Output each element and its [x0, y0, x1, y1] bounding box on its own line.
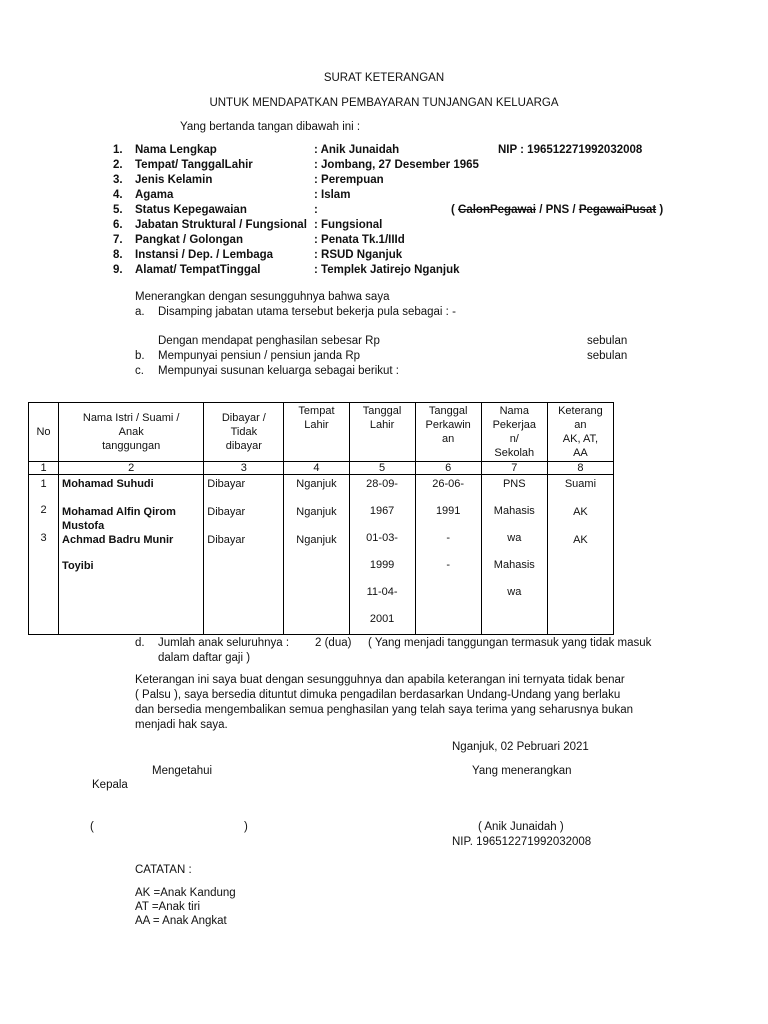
- catatan-item: AA = Anak Angkat: [135, 915, 227, 927]
- keterangan-value: AK: [573, 506, 588, 518]
- keterangan-cell: [547, 475, 613, 635]
- item-d-label: Jumlah anak seluruhnya :: [158, 637, 290, 649]
- item-b-text: Mempunyai pensiun / pensiun janda Rp: [158, 350, 361, 362]
- header-line: AA: [573, 447, 588, 459]
- column-number: 2: [59, 462, 204, 475]
- header-line: Anak: [118, 426, 144, 438]
- tanggal-perkawinan-value: -: [446, 532, 451, 544]
- header-pekerjaan: [481, 403, 547, 462]
- header-line: dibayar: [225, 440, 262, 452]
- penghasilan-text: Dengan mendapat penghasilan sebesar Rp: [158, 335, 380, 347]
- header-no: No: [29, 403, 59, 462]
- field-value: : Anik Junaidah: [314, 144, 400, 156]
- item-b-letter: b.: [135, 350, 145, 362]
- tanggal-lahir-value: 2001: [369, 613, 395, 625]
- field-number: 9.: [113, 264, 123, 276]
- field-value: :: [314, 204, 318, 216]
- family-table: [28, 402, 614, 635]
- tempat-value: Nganjuk: [296, 534, 337, 546]
- field-value: : Templek Jatirejo Nganjuk: [314, 264, 460, 276]
- name-value: Mustofa: [62, 520, 105, 532]
- status-close: ): [656, 204, 664, 216]
- item-c-text: Mempunyai susunan keluarga sebagai berikut :: [158, 365, 400, 377]
- header-line: n/: [509, 433, 519, 445]
- header-line: Tanggal: [362, 405, 402, 417]
- header-tempat-lahir: [284, 403, 349, 462]
- no-cell: [29, 475, 59, 635]
- status-open: (: [451, 204, 459, 216]
- field-value: : Fungsional: [314, 219, 383, 231]
- field-label: Pangkat / Golongan: [135, 234, 243, 246]
- document-subtitle: UNTUK MENDAPATKAN PEMBAYARAN TUNJANGAN KELUARGA: [209, 97, 559, 109]
- table-body-row: [29, 475, 614, 635]
- statement-line: dan bersedia mengembalikan semua penghasilan yang telah saya terima yang seharusnya bukan: [135, 704, 634, 716]
- field-label: Alamat/ TempatTinggal: [135, 264, 261, 276]
- status-pusat: PegawaiPusat: [578, 204, 657, 216]
- status-options: [451, 204, 663, 216]
- field-number: 4.: [113, 189, 123, 201]
- name-value: Mohamad Suhudi: [62, 478, 154, 490]
- header-line: Nama: [499, 405, 529, 417]
- pekerjaan-cell: [481, 475, 547, 635]
- catatan-item: AK =Anak Kandung: [135, 887, 236, 899]
- no-value: 1: [40, 478, 47, 490]
- header-tanggal-perkawinan: [415, 403, 481, 462]
- header-line: Tempat: [298, 405, 335, 417]
- no-value: 3: [40, 532, 47, 544]
- tanggal-perkawinan-value: -: [446, 559, 451, 571]
- name-value: Mohamad Alfin Qirom: [62, 506, 176, 518]
- field-value: : Islam: [314, 189, 351, 201]
- column-number-row: [29, 462, 614, 475]
- keterangan-value: Suami: [564, 478, 597, 490]
- sign-left-open: (: [90, 821, 94, 833]
- dibayar-value: Dibayar: [207, 506, 246, 518]
- header-line: Perkawin: [425, 419, 471, 431]
- tempat-value: Nganjuk: [296, 478, 337, 490]
- document-title: SURAT KETERANGAN: [323, 72, 445, 84]
- column-number: 5: [349, 462, 415, 475]
- tanggal-perkawinan-value: 26-06-: [432, 478, 465, 490]
- field-number: 8.: [113, 249, 123, 261]
- header-line: Nama Istri / Suami /: [82, 412, 180, 424]
- signer-name: ( Anik Junaidah ): [478, 821, 564, 833]
- field-label: Jenis Kelamin: [135, 174, 213, 186]
- field-label: Instansi / Dep. / Lembaga: [135, 249, 274, 261]
- header-keterangan: [547, 403, 613, 462]
- item-d-note: ( Yang menjadi tanggungan termasuk yang tidak masuk: [368, 637, 652, 649]
- item-d-letter: d.: [135, 637, 145, 649]
- tanggal-lahir-value: 1967: [369, 505, 395, 517]
- nip-inline: NIP : 196512271992032008: [498, 144, 643, 156]
- header-nama: [59, 403, 204, 462]
- header-line: Keterang: [558, 405, 603, 417]
- field-number: 6.: [113, 219, 123, 231]
- catatan-item: AT =Anak tiri: [135, 901, 201, 913]
- field-label: Agama: [135, 189, 174, 201]
- header-line: Tidak: [230, 426, 258, 438]
- signer-nip: NIP. 196512271992032008: [452, 836, 592, 848]
- field-number: 1.: [113, 144, 123, 156]
- field-number: 5.: [113, 204, 123, 216]
- keterangan-value: AK: [573, 534, 588, 546]
- table-header-row: [29, 403, 614, 462]
- pekerjaan-value: wa: [507, 586, 522, 598]
- item-a-text: Disamping jabatan utama tersebut bekerja pula sebagai : -: [158, 306, 456, 318]
- header-line: Lahir: [369, 419, 395, 431]
- header-line: Tanggal: [428, 405, 468, 417]
- header-line: Lahir: [304, 419, 329, 431]
- header-line: tanggungan: [102, 440, 161, 452]
- item-d-value: 2 (dua): [315, 637, 352, 649]
- field-label: Jabatan Struktural / Fungsional: [135, 219, 307, 231]
- tanggal-lahir-cell: [349, 475, 415, 635]
- header-tanggal-lahir: [349, 403, 415, 462]
- dibayar-value: Dibayar: [207, 534, 246, 546]
- field-label: Tempat/ TanggalLahir: [135, 159, 253, 171]
- intro-text: Yang bertanda tangan dibawah ini :: [180, 121, 361, 133]
- statement-line: Keterangan ini saya buat dengan sesungguhnya dan apabila keterangan ini ternyata tidak benar: [135, 674, 625, 686]
- name-value: Achmad Badru Munir: [62, 534, 174, 546]
- field-value: : Penata Tk.1/IIId: [314, 234, 405, 246]
- pekerjaan-value: wa: [507, 532, 522, 544]
- field-value: : Perempuan: [314, 174, 384, 186]
- header-line: an: [442, 433, 455, 445]
- tempat-cell: [284, 475, 349, 635]
- header-line: Dibayar /: [221, 412, 266, 424]
- statement-line: ( Palsu ), saya bersedia dituntut dimuka pengadilan berdasarkan Undang-Undang yang berlaku: [135, 689, 621, 701]
- column-number: 7: [481, 462, 547, 475]
- catatan-title: CATATAN :: [135, 864, 192, 876]
- kepala-label: Kepala: [92, 779, 128, 791]
- field-number: 2.: [113, 159, 123, 171]
- tanggal-lahir-value: 1999: [369, 559, 395, 571]
- field-label: Status Kepegawaian: [135, 204, 247, 216]
- header-line: AK, AT,: [562, 433, 599, 445]
- field-value: : Jombang, 27 Desember 1965: [314, 159, 479, 171]
- column-number: 4: [284, 462, 349, 475]
- tanggal-perkawinan-value: 1991: [435, 505, 461, 517]
- tanggal-lahir-value: 11-04-: [366, 586, 398, 598]
- pekerjaan-value: Mahasis: [493, 505, 535, 517]
- field-number: 3.: [113, 174, 123, 186]
- column-number: 6: [415, 462, 481, 475]
- pekerjaan-value: Mahasis: [493, 559, 535, 571]
- status-calon: CalonPegawai: [458, 204, 536, 216]
- statement-line: menjadi hak saya.: [135, 719, 228, 731]
- tanggal-perkawinan-cell: [415, 475, 481, 635]
- dibayar-cell: [204, 475, 284, 635]
- no-value: 2: [40, 504, 47, 516]
- names-cell: [59, 475, 204, 635]
- item-c-letter: c.: [135, 365, 144, 377]
- mengetahui-label: Mengetahui: [152, 765, 213, 777]
- name-value: Toyibi: [62, 560, 94, 572]
- field-label: Nama Lengkap: [135, 144, 217, 156]
- header-dibayar: [204, 403, 284, 462]
- column-number: 1: [29, 462, 59, 475]
- yang-menerangkan-label: Yang menerangkan: [472, 765, 572, 777]
- header-line: Sekolah: [494, 447, 535, 459]
- item-d-note-2: dalam daftar gaji ): [158, 652, 251, 664]
- column-number: 3: [204, 462, 284, 475]
- menerangkan-text: Menerangkan dengan sesungguhnya bahwa saya: [135, 291, 390, 303]
- status-middle: / PNS /: [536, 204, 579, 216]
- tanggal-lahir-value: 28-09-: [366, 478, 398, 490]
- tempat-value: Nganjuk: [296, 506, 337, 518]
- place-date: Nganjuk, 02 Pebruari 2021: [452, 741, 589, 753]
- penghasilan-unit: sebulan: [587, 335, 628, 347]
- header-line: Pekerjaa: [492, 419, 536, 431]
- tanggal-lahir-value: 01-03-: [366, 532, 398, 544]
- column-number: 8: [547, 462, 613, 475]
- sign-left-close: ): [244, 821, 248, 833]
- pekerjaan-value: PNS: [502, 478, 526, 490]
- field-number: 7.: [113, 234, 123, 246]
- field-value: : RSUD Nganjuk: [314, 249, 403, 261]
- item-b-unit: sebulan: [587, 350, 628, 362]
- header-line: an: [574, 419, 587, 431]
- dibayar-value: Dibayar: [207, 478, 246, 490]
- item-a-letter: a.: [135, 306, 145, 318]
